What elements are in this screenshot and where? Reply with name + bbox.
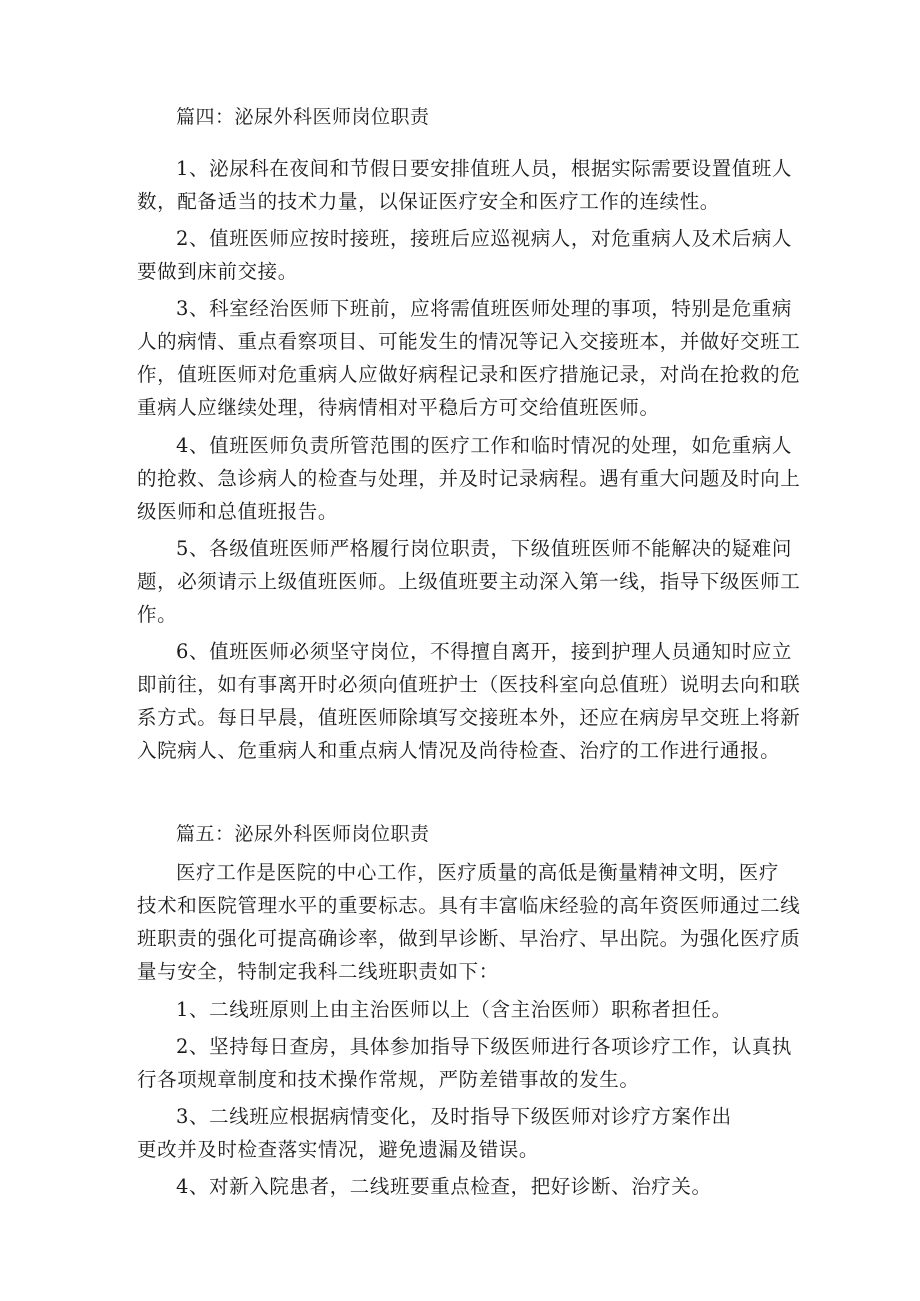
section4-line: 4、值班医师负责所管范围的医疗工作和临时情况的处理，如危重病人 [176, 434, 793, 457]
section4-line: 数，配备适当的技术力量，以保证医疗安全和医疗工作的连续性。 [137, 190, 720, 213]
section5-line: 技术和医院管理水平的重要标志。具有丰富临床经验的高年资医师通过二线 [137, 894, 801, 917]
section4-line: 作，值班医师对危重病人应做好病程记录和医疗措施记录，对尚在抢救的危 [137, 363, 801, 386]
section5-line: 4、对新入院患者，二线班要重点检查，把好诊断、治疗关。 [176, 1175, 712, 1198]
section5-line: 量与安全，特制定我科二线班职责如下： [137, 960, 499, 983]
section4-line: 入院病人、危重病人和重点病人情况及尚待检查、治疗的工作进行通报。 [137, 739, 781, 762]
section4-heading: 篇四：泌尿外科医师岗位职责 [176, 106, 430, 128]
section4-line: 作。 [137, 603, 178, 626]
section4-line: 重病人应继续处理，待病情相对平稳后方可交给值班医师。 [137, 396, 660, 419]
section4-line: 6、值班医师必须坚守岗位，不得擅自离开，接到护理人员通知时应立 [176, 640, 793, 663]
section5-heading: 篇五：泌尿外科医师岗位职责 [176, 823, 430, 845]
section5-line: 3、二线班应根据病情变化，及时指导下级医师对诊疗方案作出 [176, 1105, 732, 1128]
section4-line: 题，必须请示上级值班医师。上级值班要主动深入第一线，指导下级医师工 [137, 570, 801, 593]
section4-line: 级医师和总值班报告。 [137, 500, 339, 523]
section4-line: 3、科室经治医师下班前，应将需值班医师处理的事项，特别是危重病 [176, 297, 793, 320]
section5-line: 1、二线班原则上由主治医师以上（含主治医师）职称者担任。 [176, 998, 732, 1021]
section4-line: 人的病情、重点看察项目、可能发生的情况等记入交接班本，并做好交班工 [137, 330, 801, 353]
section5-line: 班职责的强化可提高确诊率，做到早诊断、早治疗、早出院。为强化医疗质 [137, 927, 801, 950]
section4-line: 的抢救、急诊病人的检查与处理，并及时记录病程。遇有重大问题及时向上 [137, 467, 801, 490]
section4-line: 要做到床前交接。 [137, 260, 298, 283]
section4-line: 5、各级值班医师严格履行岗位职责，下级值班医师不能解决的疑难问 [176, 537, 793, 560]
section4-line: 即前往，如有事离开时必须向值班护士（医技科室向总值班）说明去向和联 [137, 673, 801, 696]
section5-line: 更改并及时检查落实情况，避免遗漏及错误。 [137, 1138, 540, 1161]
section5-line: 医疗工作是医院的中心工作，医疗质量的高低是衡量精神文明，医疗 [176, 861, 780, 884]
section4-line: 1、泌尿科在夜间和节假日要安排值班人员，根据实际需要设置值班人 [176, 157, 793, 180]
section5-line: 2、坚持每日查房，具体参加指导下级医师进行各项诊疗工作，认真执 [176, 1035, 793, 1058]
section4-line: 2、值班医师应按时接班，接班后应巡视病人，对危重病人及术后病人 [176, 227, 793, 250]
section5-line: 行各项规章制度和技术操作常规，严防差错事故的发生。 [137, 1068, 640, 1091]
section4-line: 系方式。每日早晨，值班医师除填写交接班本外，还应在病房早交班上将新 [137, 706, 801, 729]
